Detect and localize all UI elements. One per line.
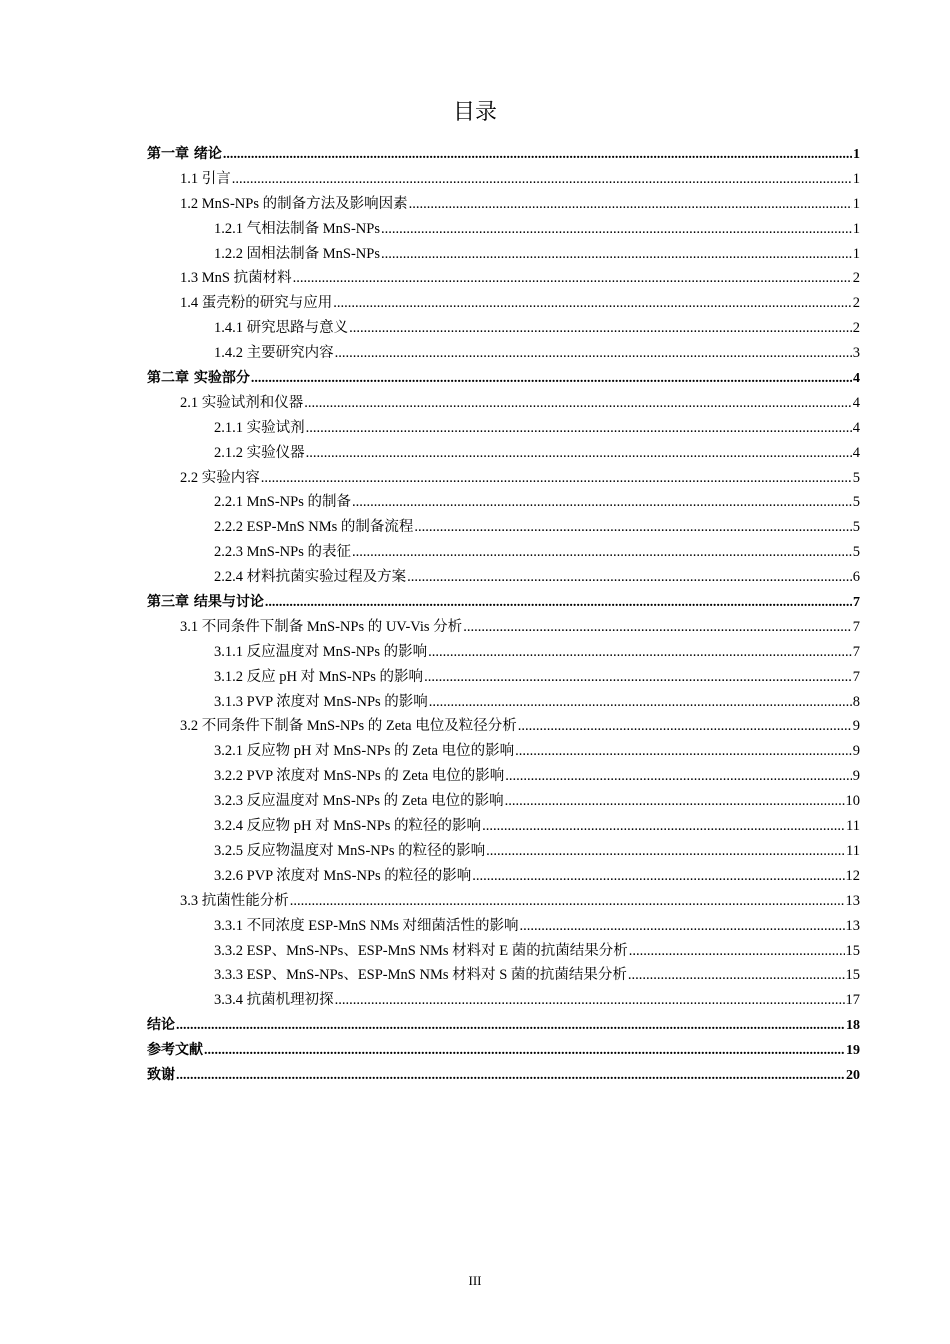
toc-entry-label: 1.2.1 气相法制备 MnS-NPs [214, 220, 380, 237]
toc-subsection-entry[interactable] [147, 739, 860, 764]
dot-leader [409, 192, 852, 217]
toc-chapter-entry[interactable] [147, 366, 860, 391]
dot-leader [352, 540, 852, 565]
toc-entry-label: 3.2.1 反应物 pH 对 MnS-NPs 的 Zeta 电位的影响 [214, 743, 515, 760]
toc-subsection-entry[interactable] [147, 316, 860, 341]
dot-leader [293, 266, 852, 291]
toc-entry-page: 17 [845, 992, 860, 1009]
toc-entry-page: 1 [852, 195, 860, 212]
toc-entry-label: 2.2.4 材料抗菌实验过程及方案 [214, 569, 407, 586]
toc-subsection-entry[interactable] [147, 665, 860, 690]
toc-entry-page: 6 [852, 569, 860, 586]
dot-leader [349, 316, 852, 341]
toc-entry-label: 第三章 结果与讨论 [147, 594, 264, 611]
toc-subsection-entry[interactable] [147, 416, 860, 441]
toc-subsection-entry[interactable] [147, 490, 860, 515]
toc-entry-label: 3.3.4 抗菌机理初探 [214, 992, 334, 1009]
toc-section-entry[interactable] [147, 192, 860, 217]
dot-leader [352, 490, 852, 515]
toc-subsection-entry[interactable] [147, 341, 860, 366]
toc-entry-page: 1 [852, 220, 860, 237]
toc-entry-page: 4 [852, 444, 860, 461]
page-number: III [468, 1273, 482, 1288]
toc-entry-page: 13 [845, 917, 860, 934]
toc-entry-label: 参考文献 [147, 1042, 203, 1059]
dot-leader [505, 789, 845, 814]
toc-entry-page: 9 [852, 743, 860, 760]
toc-subsection-entry[interactable] [147, 764, 860, 789]
dot-leader [520, 914, 845, 939]
toc-entry-label: 3.2.3 反应温度对 MnS-NPs 的 Zeta 电位的影响 [214, 793, 504, 810]
dot-leader [429, 690, 852, 715]
toc-entry-page: 11 [846, 818, 860, 835]
toc-entry-page: 13 [845, 892, 860, 909]
toc-entry-label: 1.4.2 主要研究内容 [214, 345, 334, 362]
toc-entry-label: 3.2.5 反应物温度对 MnS-NPs 的粒径的影响 [214, 842, 486, 859]
toc-entry-label: 2.1 实验试剂和仪器 [180, 394, 304, 411]
toc-entry-page: 19 [846, 1043, 860, 1059]
dot-leader [223, 143, 852, 168]
toc-subsection-entry[interactable] [147, 242, 860, 267]
dot-leader [335, 988, 845, 1013]
dot-leader [463, 615, 852, 640]
toc-section-entry[interactable] [147, 391, 860, 416]
dot-leader [251, 367, 852, 392]
toc-entry-page: 5 [852, 494, 860, 511]
toc-entry-label: 3.1 不同条件下制备 MnS-NPs 的 UV-Vis 分析 [180, 618, 463, 635]
toc-entry-label: 1.1 引言 [180, 170, 231, 187]
dot-leader [407, 565, 852, 590]
dot-leader [176, 1064, 845, 1089]
toc-entry-label: 1.4.1 研究思路与意义 [214, 320, 349, 337]
toc-section-entry[interactable] [147, 889, 860, 914]
toc-entry-label: 2.2.1 MnS-NPs 的制备 [214, 494, 351, 511]
toc-section-entry[interactable] [147, 714, 860, 739]
toc-subsection-entry[interactable] [147, 515, 860, 540]
dot-leader [472, 864, 844, 889]
toc-entry-label: 3.2.4 反应物 pH 对 MnS-NPs 的粒径的影响 [214, 818, 482, 835]
dot-leader [265, 591, 852, 616]
toc-entry-page: 1 [852, 170, 860, 187]
toc-entry-page: 9 [852, 768, 860, 785]
toc-chapter-entry[interactable] [147, 1013, 860, 1038]
toc-entry-label: 3.2.2 PVP 浓度对 MnS-NPs 的 Zeta 电位的影响 [214, 768, 505, 785]
toc-entry-page: 5 [852, 519, 860, 536]
dot-leader [486, 839, 845, 864]
toc-entry-page: 2 [852, 270, 860, 287]
toc-entry-page: 1 [853, 147, 860, 162]
toc-section-entry[interactable] [147, 167, 860, 192]
dot-leader [381, 217, 852, 242]
toc-entry-page: 7 [852, 643, 860, 660]
dot-leader [306, 441, 852, 466]
toc-entry-label: 第二章 实验部分 [147, 370, 250, 387]
toc-entry-label: 1.2.2 固相法制备 MnS-NPs [214, 245, 380, 262]
toc-entry-page: 3 [852, 345, 860, 362]
toc-entry-label: 3.3.3 ESP、MnS-NPs、ESP-MnS NMs 材料对 S 菌的抗菌结果分析 [214, 967, 627, 984]
toc-subsection-entry[interactable] [147, 217, 860, 242]
toc-section-entry[interactable] [147, 266, 860, 291]
dot-leader [381, 242, 852, 267]
toc-entry-label: 3.3.2 ESP、MnS-NPs、ESP-MnS NMs 材料对 E 菌的抗菌结果分析 [214, 942, 628, 959]
toc-entry-page: 18 [846, 1018, 860, 1034]
dot-leader [629, 939, 845, 964]
dot-leader [306, 416, 852, 441]
toc-entry-label: 1.2 MnS-NPs 的制备方法及影响因素 [180, 195, 408, 212]
table-of-contents [147, 142, 860, 1088]
toc-entry-label: 2.2 实验内容 [180, 469, 260, 486]
toc-subsection-entry[interactable] [147, 939, 860, 964]
toc-chapter-entry[interactable] [147, 590, 860, 615]
toc-entry-page: 7 [853, 595, 860, 611]
toc-entry-page: 5 [852, 544, 860, 561]
toc-subsection-entry[interactable] [147, 864, 860, 889]
toc-subsection-entry[interactable] [147, 441, 860, 466]
dot-leader [515, 739, 852, 764]
toc-section-entry[interactable] [147, 291, 860, 316]
toc-entry-label: 2.2.2 ESP-MnS NMs 的制备流程 [214, 519, 414, 536]
dot-leader [414, 515, 851, 540]
toc-entry-page: 11 [846, 842, 860, 859]
toc-subsection-entry[interactable] [147, 565, 860, 590]
toc-subsection-entry[interactable] [147, 988, 860, 1013]
toc-entry-label: 结论 [147, 1017, 175, 1034]
dot-leader [482, 814, 845, 839]
dot-leader [232, 167, 852, 192]
toc-entry-page: 4 [852, 394, 860, 411]
dot-leader [335, 341, 852, 366]
toc-entry-page: 15 [845, 967, 860, 984]
toc-entry-label: 3.1.3 PVP 浓度对 MnS-NPs 的影响 [214, 693, 428, 710]
toc-entry-page: 10 [845, 793, 860, 810]
dot-leader [176, 1014, 845, 1039]
toc-entry-page: 15 [845, 942, 860, 959]
toc-entry-page: 20 [846, 1067, 860, 1083]
toc-entry-page: 9 [852, 718, 860, 735]
dot-leader [304, 391, 852, 416]
toc-subsection-entry[interactable] [147, 540, 860, 565]
toc-chapter-entry[interactable] [147, 142, 860, 167]
dot-leader [505, 764, 851, 789]
dot-leader [290, 889, 845, 914]
toc-entry-page: 7 [852, 618, 860, 635]
toc-entry-page: 12 [845, 867, 860, 884]
toc-subsection-entry[interactable] [147, 789, 860, 814]
toc-entry-page: 8 [852, 693, 860, 710]
toc-entry-label: 3.1.2 反应 pH 对 MnS-NPs 的影响 [214, 668, 424, 685]
toc-entry-page: 2 [852, 295, 860, 312]
toc-entry-label: 1.3 MnS 抗菌材料 [180, 270, 292, 287]
toc-entry-page: 4 [853, 371, 860, 387]
toc-subsection-entry[interactable] [147, 963, 860, 988]
toc-section-entry[interactable] [147, 615, 860, 640]
toc-chapter-entry[interactable] [147, 1038, 860, 1063]
toc-entry-label: 3.3.1 不同浓度 ESP-MnS NMs 对细菌活性的影响 [214, 917, 519, 934]
toc-entry-label: 2.1.1 实验试剂 [214, 419, 305, 436]
toc-entry-label: 2.2.3 MnS-NPs 的表征 [214, 544, 351, 561]
toc-entry-label: 3.3 抗菌性能分析 [180, 892, 289, 909]
dot-leader [424, 665, 852, 690]
toc-subsection-entry[interactable] [147, 914, 860, 939]
dot-leader [333, 291, 852, 316]
toc-entry-page: 5 [852, 469, 860, 486]
dot-leader [204, 1039, 845, 1064]
dot-leader [518, 714, 852, 739]
dot-leader [261, 466, 852, 491]
toc-subsection-entry[interactable] [147, 839, 860, 864]
toc-entry-label: 1.4 蛋壳粉的研究与应用 [180, 295, 333, 312]
toc-chapter-entry[interactable] [147, 1063, 860, 1088]
toc-entry-page: 1 [852, 245, 860, 262]
toc-entry-label: 3.1.1 反应温度对 MnS-NPs 的影响 [214, 643, 428, 660]
toc-subsection-entry[interactable] [147, 640, 860, 665]
toc-title: 目录 [452, 100, 497, 125]
toc-subsection-entry[interactable] [147, 814, 860, 839]
toc-entry-page: 7 [852, 668, 860, 685]
toc-entry-page: 4 [852, 419, 860, 436]
dot-leader [628, 963, 845, 988]
toc-entry-page: 2 [852, 320, 860, 337]
toc-entry-label: 第一章 绪论 [147, 146, 222, 162]
toc-entry-label: 2.1.2 实验仪器 [214, 444, 305, 461]
toc-entry-label: 3.2 不同条件下制备 MnS-NPs 的 Zeta 电位及粒径分析 [180, 718, 517, 735]
toc-entry-label: 致谢 [147, 1066, 175, 1083]
dot-leader [428, 640, 852, 665]
toc-subsection-entry[interactable] [147, 690, 860, 715]
toc-entry-label: 3.2.6 PVP 浓度对 MnS-NPs 的粒径的影响 [214, 867, 472, 884]
toc-section-entry[interactable] [147, 466, 860, 491]
